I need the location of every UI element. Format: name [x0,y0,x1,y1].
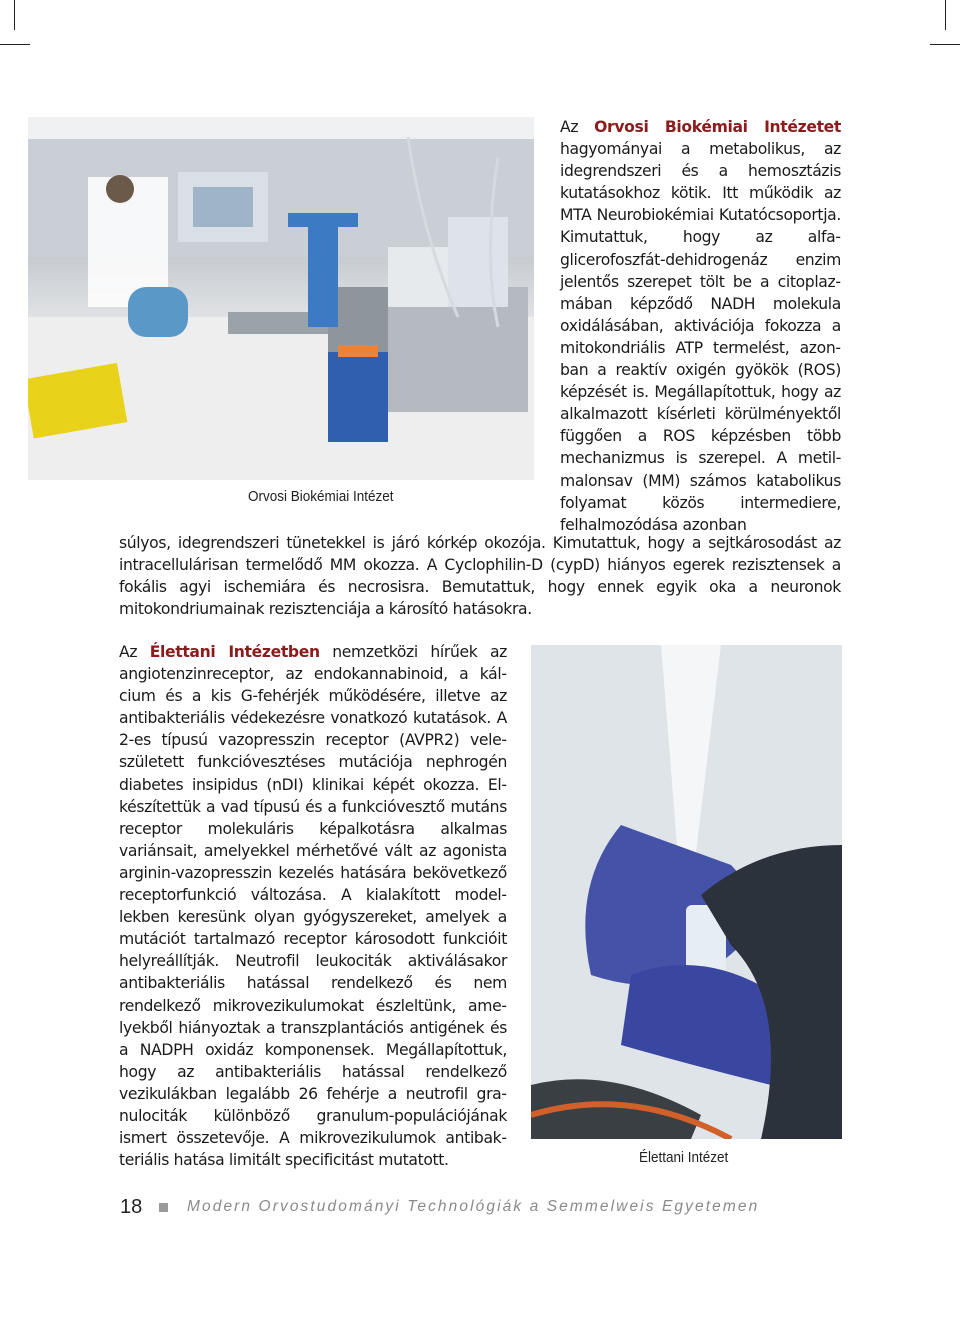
pipette-photo [531,645,842,1139]
crop-mark [945,0,946,30]
page-number: 18 [120,1196,143,1218]
crop-mark [0,44,30,45]
section1-full-text: súlyos, idegrendszeri tünetekkel is járó kórkép okozója. Kimutattuk, hogy a sejtkárosodást az intracellulárisan termelődő MM okozza. A Cyclophilin-D (cypD) hiányos egerek rezisztensek a fokális agyi ischemiára és necrosisra. Bemutattuk, hogy ennek egyik oka a neuronok mitokondriumainak rezisztenciája a károsító hatásokra. [119,534,841,619]
section2-intro: Az [119,643,150,661]
photo1-caption: Orvosi Biokémiai Intézet [248,488,394,505]
section1-right-text: hagyományai a metabolikus, az idegrendszeri és a hemosztázis kutatásokhoz kötik. Itt működik az MTA Neurobiokémiai Kutatócsoportja. Kimutattuk, hogy az alfaglicerofoszfát-dehidrogenáz enzim jelentős szerepet tölt be a citoplazmában képződő NADH molekula oxidálásában, aktivációja fokozza a mitokondriális ATP termelést, azonban a reaktív oxigén gyökök (ROS) képzését is. Megállapítottuk, hogy az alkalmazott kísérleti körülményektől függően a ROS képzésben több mechanizmus is szerepel. A metil-malonsav (MM) számos katabolikus folyamat közös intermediere, felhalmozódása azonban [560,140,841,534]
footer-bullet [159,1203,168,1212]
photo2-caption: Élettani Intézet [639,1149,729,1166]
footer-title: Modern Orvostudományi Technológiák a Semmelweis Egyetemen [187,1198,760,1215]
lab-photo [28,117,534,480]
institute-highlight: Élettani Intézetben [149,643,320,661]
section1-paragraph-full [119,532,841,620]
crop-mark [14,0,15,30]
section2-paragraph [119,641,507,1171]
section1-paragraph-right [560,116,841,536]
lab-photo-illustration [28,117,534,480]
section1-intro: Az [560,118,595,136]
pipette-photo-illustration [531,645,842,1139]
section2-text: nemzetközi hírűek az angiotenzinreceptor, az endokannabinoid, a kálcium és a kis G-fehérjék működésére, illetve az antibakteriális védekezésre vonatkozó kutatások. A 2-es típusú vazopresszin receptor (AVPR2) veleszületett funkcióvesztéses mutációja nephrogén diabetes insipidus (nDI) klinikai képét okozza. Elkészítettük a vad típusú és a funkcióvesztő mutáns receptor molekuláris képalkotásra alkalmas variánsait, amelyekkel mérhetővé vált az agonista arginin-vazopresszin kezelés hatására bekövetkező receptorfunkció változása. A kialakított modellekben keresünk olyan gyógyszereket, amelyek a mutációt tartalmazó receptor károsodott funkcióit helyreállítják. Neutrofil leukociták aktiválásakor antibakteriális hatással rendelkező és nem rendelkező mikrovezikulumokat észleltünk, amelyekből hiányoztak a transzplantációs antigének és a NADPH oxidáz komponensek. Megállapítottuk, hogy az antibakteriális hatással rendelkező vezikulákban legalább 26 fehérje a neutrofil granulociták különböző granulum-populációjának ismert összetevője. A mikrovezikulumok antibakteriális hatása limitált specificitást mutatott. [119,643,507,1170]
institute-highlight: Orvosi Biokémiai Intézetet [594,118,841,136]
crop-mark [930,44,960,45]
